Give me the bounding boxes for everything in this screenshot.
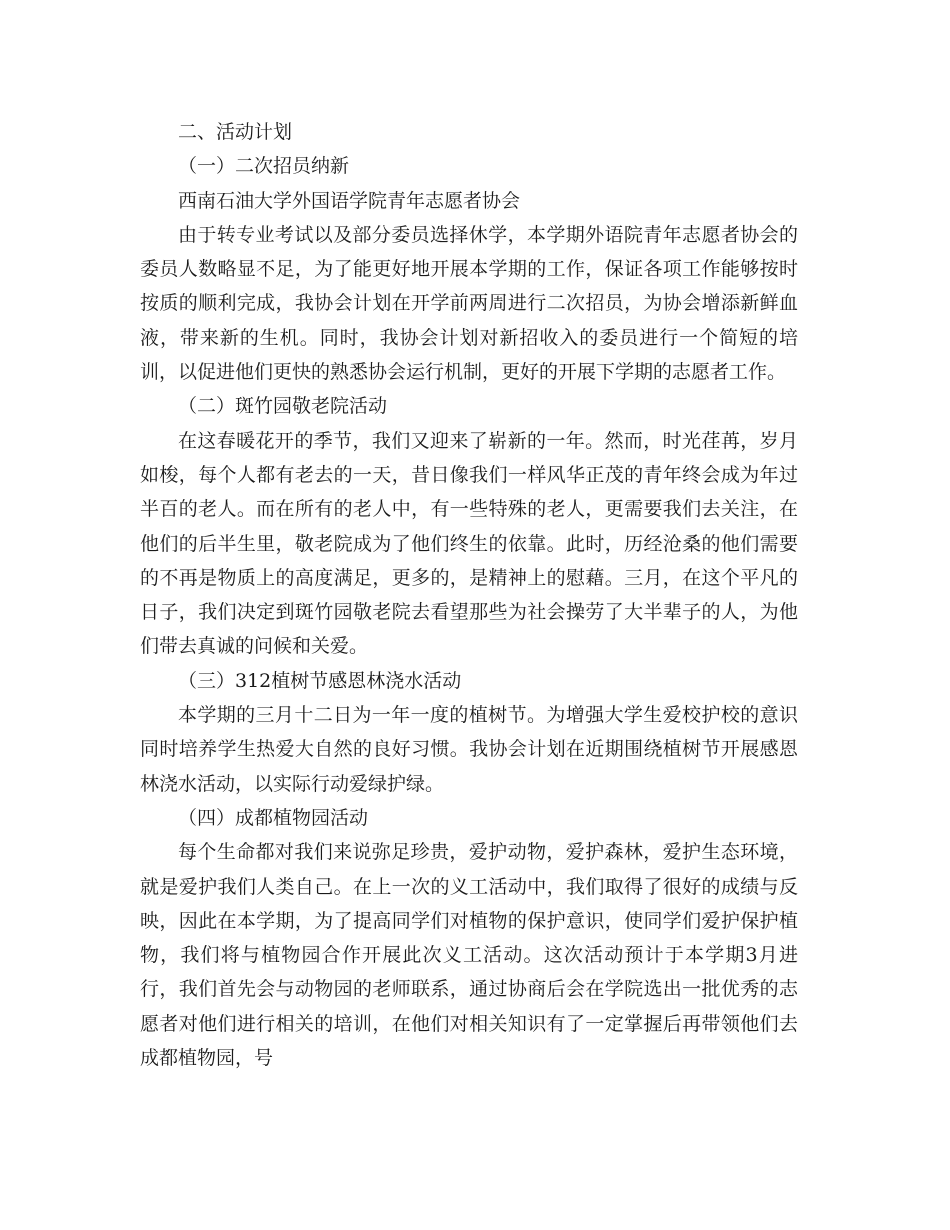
document-body (140, 115, 798, 1075)
organization-name: 西南石油大学外国语学院青年志愿者协会 (178, 189, 521, 212)
item-heading-botanical-garden: （四）成都植物园活动 (178, 806, 369, 829)
section-title: 二、活动计划 (178, 121, 293, 143)
item-heading-recruitment: （一）二次招员纳新 (178, 155, 350, 178)
paragraph-botanical-garden: 每个生命都对我们来说弥足珍贵，爱护动物，爱护森林，爱护生态环境，就是爱护我们人类自己。在上一次的义工活动中，我们取得了很好的成绩与反映，因此在本学期，为了提高同学们对植物的保护意识，使同学们爱护保护植物，我们将与植物园合作开展此次义工活动。这次活动预计于本学期3月进行，我们首先会与动物园的老师联系，通过协商后会在学院选出一批优秀的志愿者对他们进行相关的培训，在他们对相关知识有了一定掌握后再带领他们去成都植物园，号 (140, 841, 798, 1070)
item-heading-arbor-day: （三）312植树节感恩林浇水活动 (178, 669, 462, 692)
paragraph-arbor-day: 本学期的三月十二日为一年一度的植树节。为增强大学生爱校护校的意识同时培养学生热爱大自然的良好习惯。我协会计划在近期围绕植树节开展感恩林浇水活动，以实际行动爱绿护绿。 (140, 704, 798, 795)
paragraph-recruitment: 由于转专业考试以及部分委员选择休学，本学期外语院青年志愿者协会的委员人数略显不足，为了能更好地开展本学期的工作，保证各项工作能够按时按质的顺利完成，我协会计划在开学前两周进行二次招员，为协会增添新鲜血液，带来新的生机。同时，我协会计划对新招收入的委员进行一个简短的培训，以促进他们更快的熟悉协会运行机制，更好的开展下学期的志愿者工作。 (140, 223, 798, 384)
item-heading-nursing-home: （二）斑竹园敬老院活动 (178, 395, 388, 418)
paragraph-nursing-home: 在这春暖花开的季节，我们又迎来了崭新的一年。然而，时光荏苒，岁月如梭，每个人都有老去的一天，昔日像我们一样风华正茂的青年终会成为年过半百的老人。而在所有的老人中，有一些特殊的老人，更需要我们去关注，在他们的后半生里，敬老院成为了他们终生的依靠。此时，历经沧桑的他们需要的不再是物质上的高度满足，更多的，是精神上的慰藉。三月，在这个平凡的日子，我们决定到斑竹园敬老院去看望那些为社会操劳了大半辈子的人，为他们带去真诚的问候和关爱。 (140, 429, 798, 658)
